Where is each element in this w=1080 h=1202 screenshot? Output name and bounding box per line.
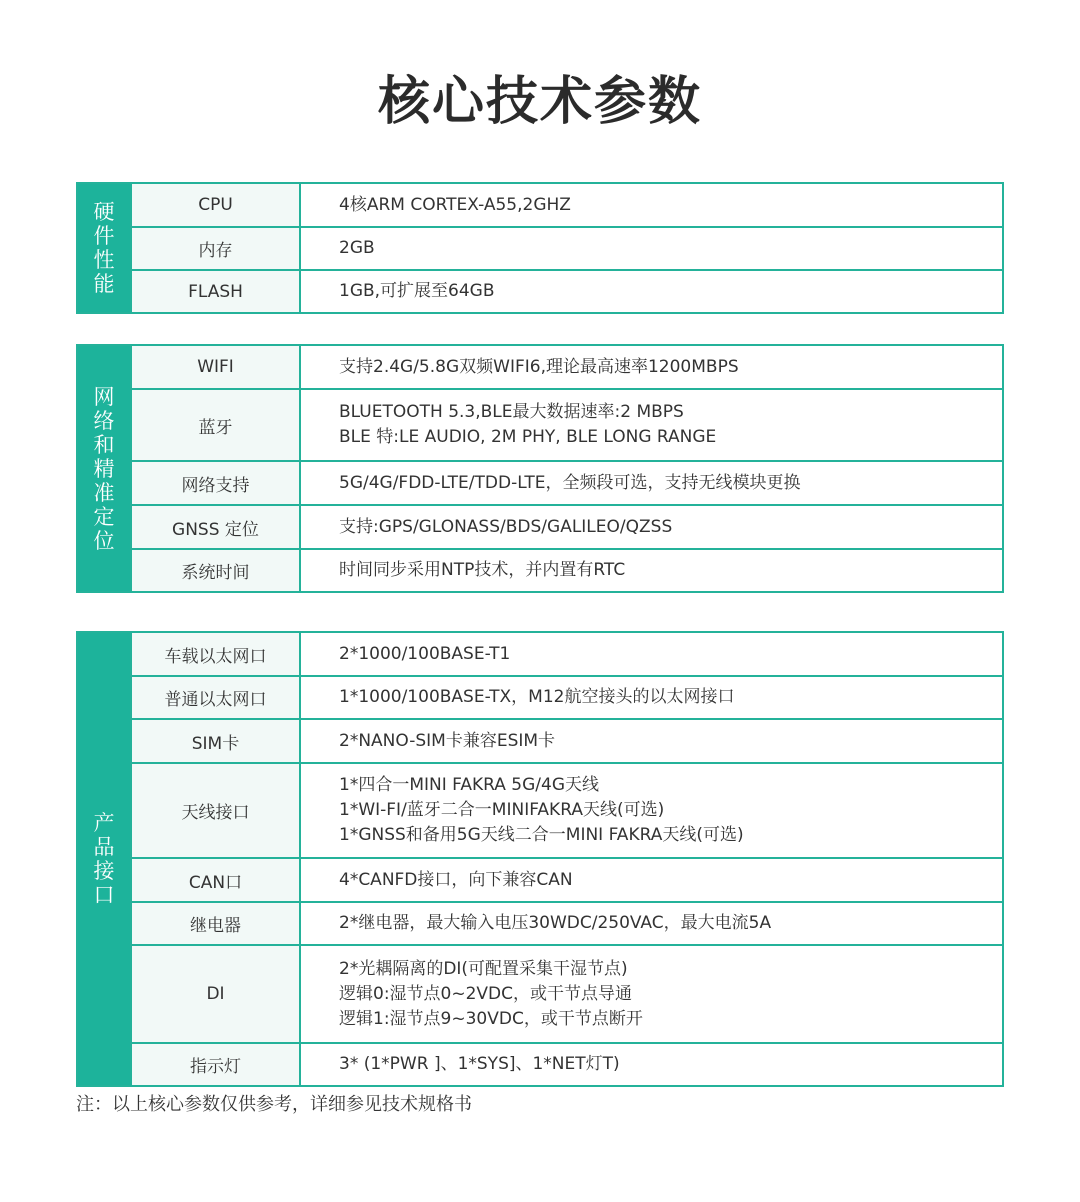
row-label: WIFI [131,345,300,389]
table-row [77,549,1003,592]
row-label: 继电器 [131,902,300,945]
category-cell [77,345,131,592]
footnote: 注：以上核心参数仅供参考，详细参见技术规格书 [76,1094,472,1115]
spec-table-hardware [76,182,1004,314]
category-cell [77,632,131,1086]
value-line: 2GB [339,238,375,258]
row-label: 天线接口 [131,763,300,858]
row-value [300,902,1003,945]
category-label: 网络和精准定位 [93,384,115,553]
row-label: 系统时间 [131,549,300,592]
value-line: 1*1000/100BASE-TX，M12航空接头的以太网接口 [339,687,735,707]
value-line: 2*1000/100BASE-T1 [339,643,511,664]
category-label: 产品接口 [93,811,115,907]
row-value [300,461,1003,505]
row-label: DI [131,945,300,1043]
row-value [300,858,1003,902]
value-line: 1GB,可扩展至64GB [339,281,495,301]
value-line: 2*继电器，最大输入电压30WDC/250VAC，最大电流5A [339,913,772,933]
table-row [77,858,1003,902]
value-line: BLE 特:LE AUDIO, 2M PHY, BLE LONG RANGE [339,427,717,447]
value-line: 1*四合一MINI FAKRA 5G/4G天线 [339,775,599,795]
row-label: 普通以太网口 [131,676,300,719]
table-row [77,719,1003,763]
table-row [77,227,1003,270]
spec-table-network [76,344,1004,593]
row-value [300,549,1003,592]
table-row [77,389,1003,461]
value-line: 4*CANFD接口，向下兼容CAN [339,869,573,890]
page-title: 核心技术参数 [377,72,702,132]
table-row [77,345,1003,389]
row-value [300,505,1003,549]
value-line: 1*GNSS和备用5G天线二合一MINI FAKRA天线(可选) [339,825,744,845]
table-row [77,632,1003,676]
value-line: BLUETOOTH 5.3,BLE最大数据速率:2 MBPS [339,402,684,422]
row-label: 内存 [131,227,300,270]
table-row [77,763,1003,858]
row-label: 蓝牙 [131,389,300,461]
category-cell [77,183,131,313]
row-label: 网络支持 [131,461,300,505]
row-value [300,389,1003,461]
table-row [77,1043,1003,1086]
row-label: CPU [131,183,300,227]
row-label: 指示灯 [131,1043,300,1086]
value-line: 5G/4G/FDD-LTE/TDD-LTE，全频段可选，支持无线模块更换 [339,472,801,493]
row-value [300,183,1003,227]
table-row [77,945,1003,1043]
value-line: 时间同步采用NTP技术，并内置有RTC [339,560,626,580]
table-row [77,461,1003,505]
table-row [77,902,1003,945]
value-line: 2*光耦隔离的DI(可配置采集干湿节点) [339,958,628,979]
row-label: 车载以太网口 [131,632,300,676]
value-line: 4核ARM CORTEX-A55,2GHZ [339,194,571,215]
row-value [300,945,1003,1043]
table-row [77,183,1003,227]
row-value [300,632,1003,676]
value-line: 2*NANO-SIM卡兼容ESIM卡 [339,730,556,751]
value-line: 支持:GPS/GLONASS/BDS/GALILEO/QZSS [339,516,673,537]
value-line: 逻辑0:湿节点0~2VDC，或干节点导通 [339,983,633,1004]
table-row [77,505,1003,549]
row-label: CAN口 [131,858,300,902]
table-row [77,676,1003,719]
row-value [300,719,1003,763]
value-line: 支持2.4G/5.8G双频WIFI6,理论最高速率1200MBPS [339,356,739,377]
value-line: 3* (1*PWR ]、1*SYS]、1*NET灯T) [339,1054,620,1074]
row-value [300,1043,1003,1086]
row-label: SIM卡 [131,719,300,763]
row-value [300,676,1003,719]
spec-table-interfaces [76,631,1004,1087]
row-label: GNSS 定位 [131,505,300,549]
row-value [300,227,1003,270]
row-label: FLASH [131,270,300,313]
row-value [300,270,1003,313]
table-row [77,270,1003,313]
row-value [300,763,1003,858]
row-value [300,345,1003,389]
value-line: 1*WI-FI/蓝牙二合一MINIFAKRA天线(可选) [339,800,665,820]
value-line: 逻辑1:湿节点9~30VDC，或干节点断开 [339,1008,643,1029]
category-label: 硬件性能 [93,200,115,296]
